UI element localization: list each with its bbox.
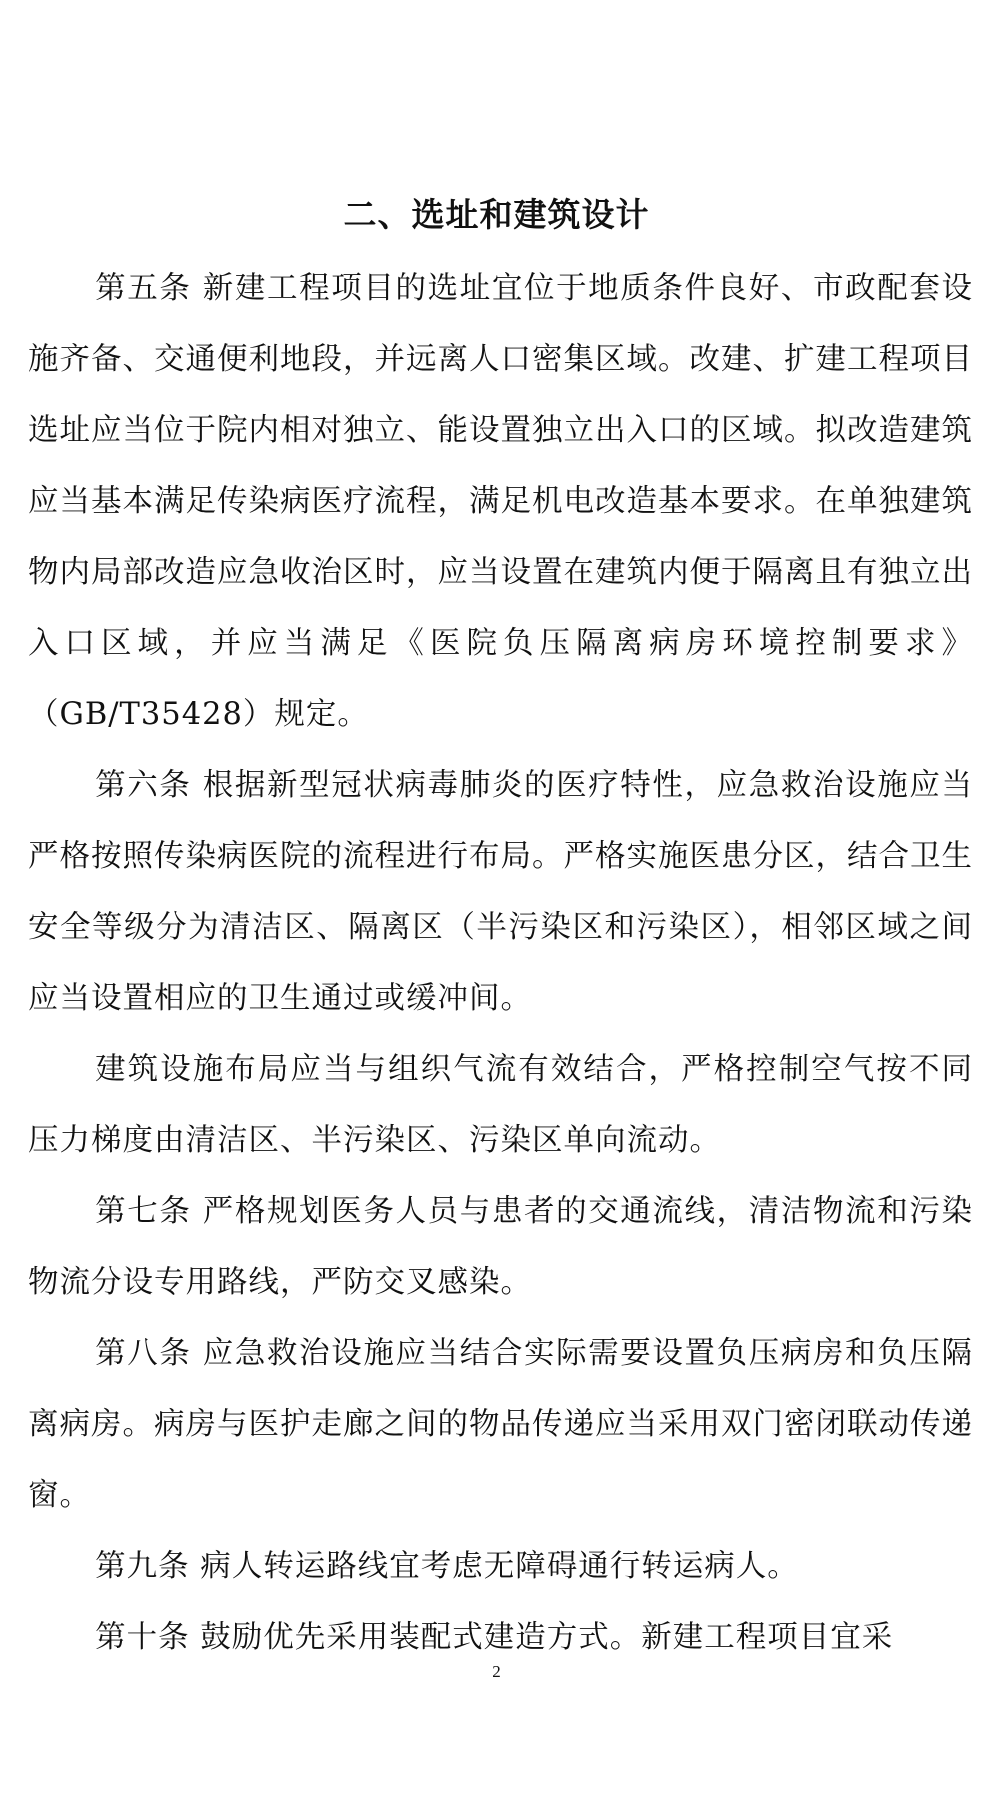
paragraph-airflow: 建筑设施布局应当与组织气流有效结合，严格控制空气按不同压力梯度由清洁区、半污染区、污染区单向流动。 [28,1052,973,1158]
page-number: 2 [492,1662,501,1681]
document-body [28,253,973,1673]
paragraph-article-8: 第八条 应急救治设施应当结合实际需要设置负压病房和负压隔离病房。病房与医护走廊之间的物品传递应当采用双门密闭联动传递窗。 [28,1336,973,1513]
paragraph-article-7: 第七条 严格规划医务人员与患者的交通流线，清洁物流和污染物流分设专用路线，严防交叉感染。 [28,1194,973,1300]
paragraph-article-10: 第十条 鼓励优先采用装配式建造方式。新建工程项目宜采 [95,1620,894,1655]
paragraph-article-6: 第六条 根据新型冠状病毒肺炎的医疗特性，应急救治设施应当严格按照传染病医院的流程进行布局。严格实施医患分区，结合卫生安全等级分为清洁区、隔离区（半污染区和污染区），相邻区域之间应当设置相应的卫生通过或缓冲间。 [28,768,973,1016]
section-title: 二、选址和建筑设计 [343,195,650,235]
paragraph-article-9: 第九条 病人转运路线宜考虑无障碍通行转运病人。 [95,1549,799,1584]
paragraph-article-5: 第五条 新建工程项目的选址宜位于地质条件良好、市政配套设施齐备、交通便利地段，并远离人口密集区域。改建、扩建工程项目选址应当位于院内相对独立、能设置独立出入口的区域。拟改造建筑应当基本满足传染病医疗流程，满足机电改造基本要求。在单独建筑物内局部改造应急收治区时，应当设置在建筑内便于隔离且有独立出入口区域，并应当满足《医院负压隔离病房环境控制要求》（GB/T35428）规定。 [28,271,973,732]
